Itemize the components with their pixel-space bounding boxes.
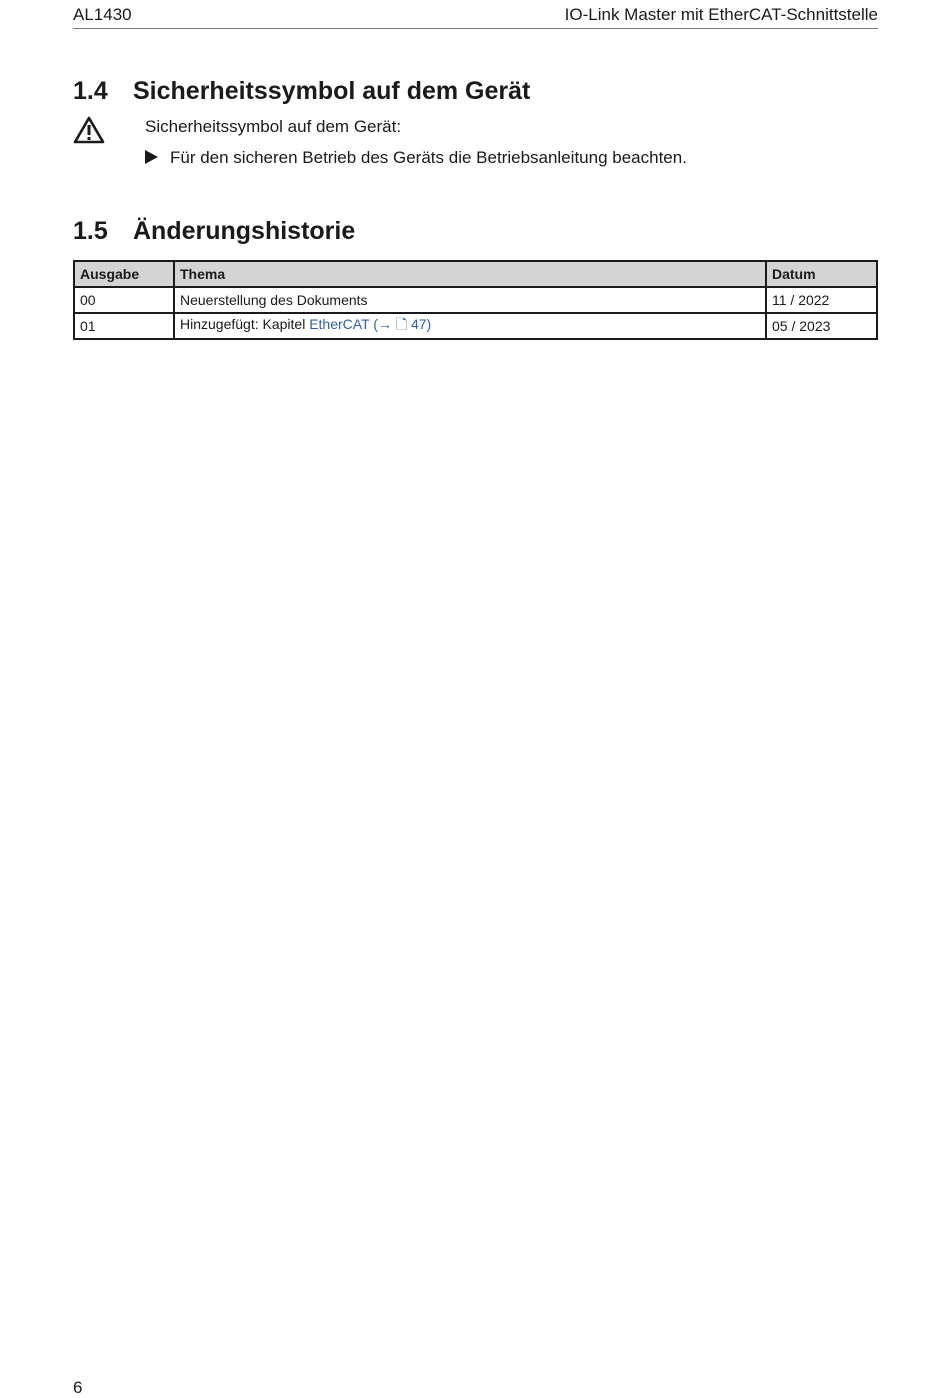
column-header-thema: Thema xyxy=(174,261,766,287)
column-header-datum: Datum xyxy=(766,261,877,287)
warning-intro-text: Sicherheitssymbol auf dem Gerät: xyxy=(145,117,402,136)
section-number: 1.5 xyxy=(73,217,108,245)
instruction-step xyxy=(145,147,687,168)
cell-datum: 05 / 2023 xyxy=(766,313,877,339)
change-history-table xyxy=(73,260,878,340)
section-heading-1-5 xyxy=(73,216,355,246)
instruction-text: Für den sicheren Betrieb des Geräts die Betriebsanleitung beachten. xyxy=(170,148,687,167)
table-row xyxy=(74,313,877,339)
document-title: IO-Link Master mit EtherCAT-Schnittstelle xyxy=(564,5,878,24)
warning-triangle-icon xyxy=(73,116,105,144)
cell-thema: Neuerstellung des Dokuments xyxy=(174,287,766,313)
cell-datum: 11 / 2022 xyxy=(766,287,877,313)
column-header-ausgabe: Ausgabe xyxy=(74,261,174,287)
section-heading-1-4 xyxy=(73,76,530,106)
cell-ausgabe: 01 xyxy=(74,313,174,339)
cell-ausgabe: 00 xyxy=(74,287,174,313)
thema-prefix: Hinzugefügt: Kapitel xyxy=(180,316,310,332)
cell-thema xyxy=(174,313,766,339)
action-arrow-icon xyxy=(145,150,158,164)
page-number: 6 xyxy=(73,1378,83,1397)
section-number: 1.4 xyxy=(73,77,108,105)
page-header xyxy=(73,4,878,29)
table-header-row xyxy=(74,261,877,287)
document-id: AL1430 xyxy=(73,5,132,24)
section-title: Änderungshistorie xyxy=(133,217,356,245)
table-row xyxy=(74,287,877,313)
ethercat-chapter-link[interactable]: EtherCAT (→ 🗋 47) xyxy=(309,316,432,332)
section-title: Sicherheitssymbol auf dem Gerät xyxy=(133,77,531,105)
